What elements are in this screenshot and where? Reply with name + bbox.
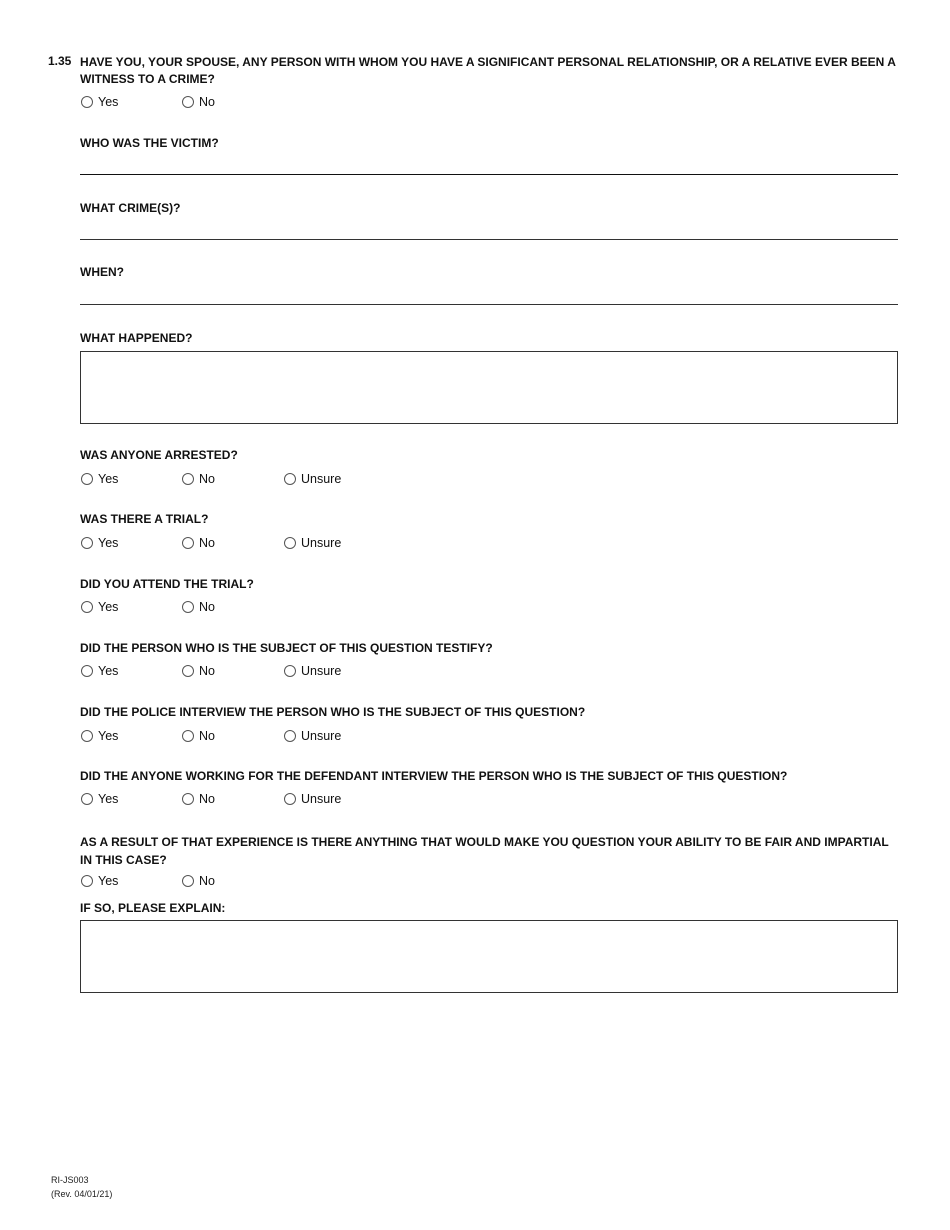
arrested-no-radio[interactable]	[182, 473, 194, 485]
arrested-no-label: No	[199, 472, 215, 486]
attend-no-radio[interactable]	[182, 601, 194, 613]
question-number: 1.35	[48, 54, 72, 68]
defendant-yes-option[interactable]	[81, 792, 118, 806]
trial-no-option[interactable]	[182, 536, 215, 550]
fair-impartial-label: AS A RESULT OF THAT EXPERIENCE IS THERE ANYTHING THAT WOULD MAKE YOU QUESTION YOUR ABILITY TO BE FAIR AND IMPARTIAL IN THIS CASE?	[80, 835, 889, 867]
arrested-yes-label: Yes	[98, 472, 119, 486]
arrested-label: WAS ANYONE ARRESTED?	[80, 448, 238, 462]
testify-no-option[interactable]	[182, 664, 215, 678]
testify-yes-radio[interactable]	[81, 665, 93, 677]
defendant-unsure-option[interactable]	[284, 792, 341, 806]
defendant-yes-label: Yes	[98, 792, 119, 806]
witness-yes-radio[interactable]	[81, 96, 93, 108]
attend-no-label: No	[199, 600, 215, 614]
attend-yes-label: Yes	[98, 600, 119, 614]
explain-textarea[interactable]	[80, 920, 898, 993]
witness-no-option[interactable]	[182, 95, 215, 109]
witness-yes-label: Yes	[98, 95, 119, 109]
trial-label: WAS THERE A TRIAL?	[80, 512, 209, 526]
arrested-no-option[interactable]	[182, 472, 215, 486]
defendant-yes-radio[interactable]	[81, 793, 93, 805]
police-yes-option[interactable]	[81, 729, 118, 743]
trial-no-label: No	[199, 536, 215, 550]
victim-input-line[interactable]	[80, 174, 898, 175]
testify-unsure-label: Unsure	[301, 664, 342, 678]
crimes-input-line[interactable]	[80, 239, 898, 240]
defendant-unsure-radio[interactable]	[284, 793, 296, 805]
fair-yes-option[interactable]	[81, 874, 118, 888]
police-yes-label: Yes	[98, 729, 119, 743]
arrested-unsure-option[interactable]	[284, 472, 341, 486]
witness-no-radio[interactable]	[182, 96, 194, 108]
arrested-unsure-label: Unsure	[301, 472, 342, 486]
what-happened-textarea[interactable]	[80, 351, 898, 424]
trial-unsure-radio[interactable]	[284, 537, 296, 549]
testify-yes-label: Yes	[98, 664, 119, 678]
police-no-option[interactable]	[182, 729, 215, 743]
arrested-unsure-radio[interactable]	[284, 473, 296, 485]
testify-unsure-option[interactable]	[284, 664, 341, 678]
fair-no-label: No	[199, 874, 215, 888]
fair-yes-label: Yes	[98, 874, 119, 888]
fair-yes-radio[interactable]	[81, 875, 93, 887]
attend-label: DID YOU ATTEND THE TRIAL?	[80, 577, 254, 591]
attend-yes-radio[interactable]	[81, 601, 93, 613]
police-unsure-radio[interactable]	[284, 730, 296, 742]
testify-unsure-radio[interactable]	[284, 665, 296, 677]
police-unsure-label: Unsure	[301, 729, 342, 743]
arrested-yes-option[interactable]	[81, 472, 118, 486]
crimes-label: WHAT CRIME(S)?	[80, 201, 181, 215]
trial-no-radio[interactable]	[182, 537, 194, 549]
witness-no-label: No	[199, 95, 215, 109]
defendant-unsure-label: Unsure	[301, 792, 342, 806]
trial-yes-radio[interactable]	[81, 537, 93, 549]
police-no-label: No	[199, 729, 215, 743]
police-label: DID THE POLICE INTERVIEW THE PERSON WHO IS THE SUBJECT OF THIS QUESTION?	[80, 705, 586, 719]
explain-label: IF SO, PLEASE EXPLAIN:	[80, 901, 226, 915]
testify-label: DID THE PERSON WHO IS THE SUBJECT OF THIS QUESTION TESTIFY?	[80, 641, 493, 655]
form-id: RI-JS003	[51, 1175, 89, 1185]
police-unsure-option[interactable]	[284, 729, 341, 743]
trial-yes-option[interactable]	[81, 536, 118, 550]
attend-yes-option[interactable]	[81, 600, 118, 614]
attend-no-option[interactable]	[182, 600, 215, 614]
defendant-label: DID THE ANYONE WORKING FOR THE DEFENDANT INTERVIEW THE PERSON WHO IS THE SUBJECT OF THIS QUESTION?	[80, 769, 788, 783]
form-revision: (Rev. 04/01/21)	[51, 1189, 113, 1199]
question-text: HAVE YOU, YOUR SPOUSE, ANY PERSON WITH WHOM YOU HAVE A SIGNIFICANT PERSONAL RELATIONSHIP, OR A RELATIVE EVER BEEN A WITNESS TO A CRIME?	[80, 55, 896, 86]
testify-no-radio[interactable]	[182, 665, 194, 677]
trial-yes-label: Yes	[98, 536, 119, 550]
fair-no-option[interactable]	[182, 874, 215, 888]
testify-yes-option[interactable]	[81, 664, 118, 678]
defendant-no-label: No	[199, 792, 215, 806]
defendant-no-radio[interactable]	[182, 793, 194, 805]
police-yes-radio[interactable]	[81, 730, 93, 742]
when-label: WHEN?	[80, 265, 124, 279]
trial-unsure-label: Unsure	[301, 536, 342, 550]
victim-label: WHO WAS THE VICTIM?	[80, 136, 219, 150]
what-happened-label: WHAT HAPPENED?	[80, 331, 193, 345]
defendant-no-option[interactable]	[182, 792, 215, 806]
police-no-radio[interactable]	[182, 730, 194, 742]
testify-no-label: No	[199, 664, 215, 678]
trial-unsure-option[interactable]	[284, 536, 341, 550]
witness-yes-option[interactable]	[81, 95, 118, 109]
arrested-yes-radio[interactable]	[81, 473, 93, 485]
fair-no-radio[interactable]	[182, 875, 194, 887]
when-input-line[interactable]	[80, 304, 898, 305]
